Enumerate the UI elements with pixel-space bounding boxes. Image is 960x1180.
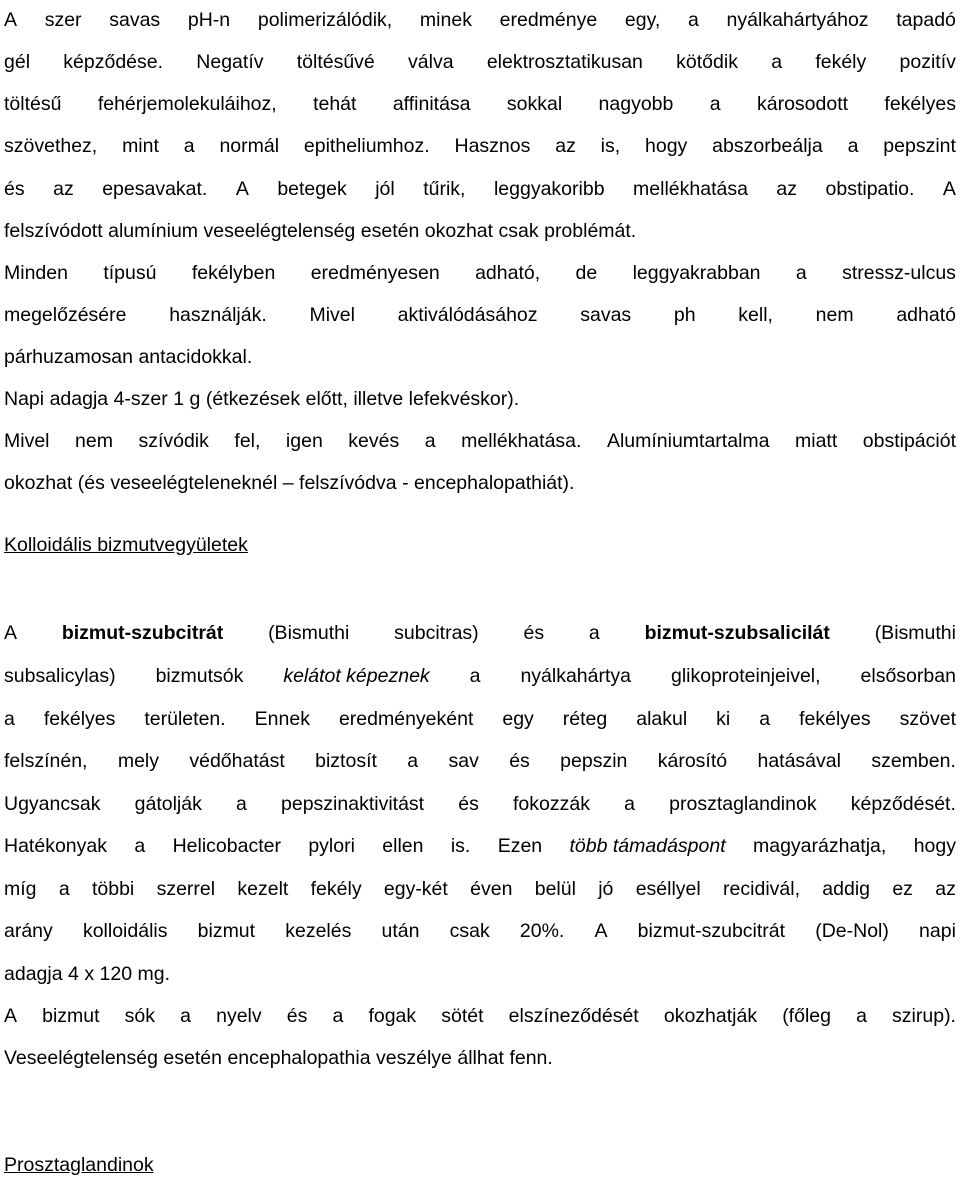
word: elszíneződését bbox=[508, 1005, 639, 1027]
word: tűrik, bbox=[423, 178, 466, 200]
word: az bbox=[935, 878, 956, 900]
word: A bbox=[235, 178, 249, 200]
word: stressz-ulcus bbox=[842, 262, 956, 284]
word: leggyakrabban bbox=[632, 262, 761, 284]
word: adható, bbox=[475, 262, 541, 284]
word: károsodott bbox=[756, 93, 849, 115]
word: epitheliumhoz. bbox=[303, 135, 430, 157]
word: pylori bbox=[308, 835, 355, 857]
word: eredményeként bbox=[338, 708, 474, 730]
word: fekélyben bbox=[191, 262, 276, 284]
word: Hatékonyak bbox=[4, 835, 107, 857]
word: területen. bbox=[144, 708, 226, 730]
word: elsősorban bbox=[860, 665, 956, 687]
word: bizmutsók bbox=[155, 665, 244, 687]
word: töltésűvé bbox=[296, 51, 375, 73]
word: a bbox=[771, 51, 783, 73]
word: (De-Nol) bbox=[815, 920, 889, 942]
word: affinitása bbox=[392, 93, 471, 115]
word: Negatív bbox=[196, 51, 264, 73]
word: hogy bbox=[913, 835, 956, 857]
word: magyarázhatja, bbox=[753, 835, 887, 857]
word: recidivál, bbox=[723, 878, 800, 900]
text-line bbox=[4, 89, 956, 119]
word: Ugyancsak bbox=[4, 793, 101, 815]
text-span: (Bismuthi bbox=[874, 622, 956, 644]
word: encephalopathia bbox=[227, 1047, 371, 1069]
word: jól bbox=[375, 178, 395, 200]
word: lefekvéskor). bbox=[408, 388, 520, 410]
word: savas bbox=[109, 9, 161, 31]
text-line bbox=[4, 704, 956, 734]
word: használják. bbox=[169, 304, 267, 326]
word: subsalicylas) bbox=[4, 665, 116, 687]
text-span: A bbox=[4, 622, 18, 644]
word: és bbox=[4, 178, 25, 200]
word: és bbox=[523, 622, 545, 644]
word: károsító bbox=[657, 750, 728, 772]
word: kell, bbox=[738, 304, 773, 326]
word: csak bbox=[449, 920, 490, 942]
word: a bbox=[856, 1005, 867, 1027]
word: pepszinaktivitást bbox=[281, 793, 425, 815]
word: sók bbox=[124, 1005, 156, 1027]
word: okozhat bbox=[4, 472, 73, 494]
word: veseelégtelenség bbox=[203, 220, 356, 242]
text-line bbox=[4, 661, 956, 691]
word: belül bbox=[534, 878, 576, 900]
word: antacidokkal. bbox=[138, 346, 253, 368]
word: nem bbox=[815, 304, 854, 326]
word: eredménye bbox=[499, 9, 598, 31]
word: mellékhatása. bbox=[461, 430, 582, 452]
word: mellékhatása bbox=[633, 178, 748, 200]
emphasis-italic: több támadáspont bbox=[569, 835, 726, 857]
word: pepszin bbox=[560, 750, 628, 772]
word: eredményesen bbox=[310, 262, 440, 284]
word: és bbox=[286, 1005, 308, 1027]
word: kevés bbox=[348, 430, 400, 452]
word: mely bbox=[117, 750, 159, 772]
word: kolloidális bbox=[82, 920, 168, 942]
word: fehérjemolekuláihoz, bbox=[97, 93, 277, 115]
word: az bbox=[776, 178, 798, 200]
word: szívódik bbox=[138, 430, 209, 452]
word: a bbox=[624, 793, 635, 815]
word: tehát bbox=[313, 93, 357, 115]
word: szövet bbox=[899, 708, 956, 730]
text-line bbox=[4, 789, 956, 819]
word: a bbox=[759, 708, 771, 730]
word: fekélyes bbox=[884, 93, 956, 115]
text-line bbox=[4, 874, 956, 904]
word: (főleg bbox=[782, 1005, 831, 1027]
word: és bbox=[509, 750, 530, 772]
word: - bbox=[402, 472, 409, 494]
word: obstipációt bbox=[862, 430, 956, 452]
word: a bbox=[180, 1005, 191, 1027]
word: fekélyes bbox=[43, 708, 116, 730]
word: miatt bbox=[795, 430, 838, 452]
text-line bbox=[4, 468, 956, 498]
word: bizmut-szubcitrát bbox=[637, 920, 786, 942]
word: képződését. bbox=[850, 793, 956, 815]
word: A bbox=[942, 178, 956, 200]
word: tapadó bbox=[896, 9, 956, 31]
word: A bbox=[4, 9, 18, 31]
word: töltésű bbox=[4, 93, 62, 115]
word: Helicobacter bbox=[172, 835, 281, 857]
word: hatásával bbox=[757, 750, 841, 772]
word: encephalopathiát). bbox=[414, 472, 575, 494]
word: mg. bbox=[137, 963, 171, 985]
word: fokozzák bbox=[513, 793, 590, 815]
word: Ezen bbox=[497, 835, 543, 857]
word: (étkezések bbox=[205, 388, 301, 410]
word: polimerizálódik, bbox=[257, 9, 393, 31]
word: subcitras) bbox=[394, 622, 479, 644]
text-line bbox=[4, 258, 956, 288]
text-line bbox=[4, 174, 956, 204]
word: jó bbox=[598, 878, 614, 900]
word: a bbox=[424, 430, 436, 452]
word: A bbox=[594, 920, 608, 942]
word: szerrel bbox=[156, 878, 216, 900]
word: többi bbox=[91, 878, 135, 900]
text-line bbox=[4, 746, 956, 776]
word: Veseelégtelenség bbox=[4, 1047, 158, 1069]
word: a bbox=[407, 750, 419, 772]
emphasis-italic: kelátot képeznek bbox=[283, 665, 430, 687]
word: nyálkahártya bbox=[520, 665, 632, 687]
text-line bbox=[4, 916, 956, 946]
word: előtt, bbox=[305, 388, 348, 410]
word: szer bbox=[44, 9, 82, 31]
drug-name-bold: bizmut-szubsalicilát bbox=[644, 622, 830, 644]
word: a bbox=[332, 1005, 344, 1027]
word: a bbox=[183, 135, 195, 157]
word: egy, bbox=[624, 9, 661, 31]
word: csak bbox=[498, 220, 539, 242]
word: sötét bbox=[441, 1005, 484, 1027]
word: hogy bbox=[645, 135, 688, 157]
word: egy-két bbox=[383, 878, 448, 900]
word: leggyakoribb bbox=[493, 178, 605, 200]
word: felszívódott bbox=[4, 220, 103, 242]
word: (Bismuthi bbox=[268, 622, 350, 644]
word: savas bbox=[580, 304, 632, 326]
word: fogak bbox=[368, 1005, 417, 1027]
word: 1 bbox=[173, 388, 185, 410]
word: kötődik bbox=[676, 51, 738, 73]
word: elektrosztatikusan bbox=[486, 51, 643, 73]
word: felszínén, bbox=[4, 750, 88, 772]
section-heading: Prosztaglandinok bbox=[4, 1154, 154, 1176]
word: a bbox=[847, 135, 859, 157]
word: Mivel bbox=[309, 304, 355, 326]
word: fekély bbox=[310, 878, 362, 900]
text-line bbox=[4, 384, 956, 414]
word: problémát. bbox=[544, 220, 637, 242]
word: arány bbox=[4, 920, 53, 942]
word: napi bbox=[919, 920, 956, 942]
word: a bbox=[4, 708, 15, 730]
word: 120 bbox=[99, 963, 133, 985]
word: válva bbox=[408, 51, 454, 73]
word: egy bbox=[502, 708, 534, 730]
word: gél bbox=[4, 51, 31, 73]
word: addig bbox=[822, 878, 871, 900]
word: után bbox=[381, 920, 420, 942]
text-line bbox=[4, 216, 956, 246]
word: a bbox=[795, 262, 807, 284]
word: a bbox=[709, 93, 721, 115]
word: adagja bbox=[49, 388, 109, 410]
word: bizmut bbox=[42, 1005, 100, 1027]
word: adagja bbox=[4, 963, 63, 985]
word: és bbox=[458, 793, 479, 815]
word: obstipatio. bbox=[825, 178, 915, 200]
word: veszélye bbox=[376, 1047, 452, 1069]
word: ellen bbox=[382, 835, 424, 857]
word: védőhatást bbox=[189, 750, 285, 772]
word: Ennek bbox=[254, 708, 310, 730]
word: betegek bbox=[277, 178, 347, 200]
word: alumínium bbox=[108, 220, 199, 242]
word: az bbox=[555, 135, 576, 157]
word: míg bbox=[4, 878, 37, 900]
drug-name-bold: bizmut-szubcitrát bbox=[61, 622, 224, 644]
word: kezelt bbox=[237, 878, 289, 900]
word: fekélyes bbox=[799, 708, 871, 730]
text-line bbox=[4, 5, 956, 35]
text-line bbox=[4, 831, 956, 861]
word: a bbox=[236, 793, 247, 815]
text-line bbox=[4, 426, 956, 456]
word: bizmut bbox=[197, 920, 256, 942]
word: szemben. bbox=[871, 750, 956, 772]
word: párhuzamosan bbox=[4, 346, 133, 368]
word: állhat bbox=[457, 1047, 504, 1069]
word: aktiválódásához bbox=[397, 304, 538, 326]
word: Napi bbox=[4, 388, 45, 410]
word: alakul bbox=[636, 708, 688, 730]
word: Alumíniumtartalma bbox=[606, 430, 770, 452]
word: éven bbox=[470, 878, 513, 900]
word: adható bbox=[896, 304, 956, 326]
word: pozitív bbox=[899, 51, 956, 73]
word: a bbox=[58, 878, 70, 900]
word: a bbox=[134, 835, 146, 857]
text-line bbox=[4, 47, 956, 77]
word: eséllyel bbox=[635, 878, 701, 900]
word: is, bbox=[600, 135, 621, 157]
word: pepszint bbox=[883, 135, 956, 157]
word: minek bbox=[419, 9, 472, 31]
word: Mivel bbox=[4, 430, 50, 452]
word: esetén bbox=[163, 1047, 222, 1069]
word: a bbox=[688, 9, 699, 31]
word: réteg bbox=[562, 708, 608, 730]
word: nem bbox=[75, 430, 113, 452]
word: pH-n bbox=[187, 9, 231, 31]
word: szirup). bbox=[892, 1005, 956, 1027]
word: esetén bbox=[360, 220, 420, 242]
word: Minden bbox=[4, 262, 68, 284]
word: g bbox=[189, 388, 201, 410]
section-heading: Kolloidális bizmutvegyületek bbox=[4, 534, 248, 556]
word: abszorbeálja bbox=[712, 135, 823, 157]
word: A bbox=[4, 1005, 18, 1027]
text-line bbox=[4, 342, 956, 372]
word: 20%. bbox=[519, 920, 565, 942]
word: nyelv bbox=[216, 1005, 262, 1027]
word: kezelés bbox=[285, 920, 352, 942]
word: ez bbox=[892, 878, 913, 900]
word: fekély bbox=[815, 51, 867, 73]
text-line bbox=[4, 1001, 956, 1031]
word: glikoproteinjeivel, bbox=[670, 665, 821, 687]
word: Hasznos bbox=[454, 135, 531, 157]
word: ph bbox=[673, 304, 696, 326]
word: nagyobb bbox=[598, 93, 674, 115]
text-line bbox=[4, 959, 956, 989]
word: megelőzésére bbox=[4, 304, 127, 326]
word: normál bbox=[219, 135, 280, 157]
word: sokkal bbox=[506, 93, 563, 115]
word: de bbox=[575, 262, 598, 284]
word: x bbox=[84, 963, 95, 985]
word: prosztaglandinok bbox=[669, 793, 817, 815]
word: ki bbox=[716, 708, 731, 730]
word: – bbox=[282, 472, 294, 494]
word: okozhatják bbox=[663, 1005, 758, 1027]
word: fenn. bbox=[509, 1047, 553, 1069]
word: képződése. bbox=[63, 51, 164, 73]
word: gátolják bbox=[134, 793, 202, 815]
word: szövethez, bbox=[4, 135, 98, 157]
text-line bbox=[4, 1043, 956, 1073]
word: nyálkahártyához bbox=[726, 9, 869, 31]
word: fel, bbox=[234, 430, 261, 452]
word: a bbox=[469, 665, 481, 687]
word: (és bbox=[77, 472, 105, 494]
text-line bbox=[4, 131, 956, 161]
word: is. bbox=[450, 835, 471, 857]
text-line bbox=[4, 300, 956, 330]
word: igen bbox=[285, 430, 323, 452]
word: mint bbox=[122, 135, 159, 157]
word: a bbox=[588, 622, 600, 644]
word: felszívódva bbox=[299, 472, 397, 494]
word: epesavakat. bbox=[102, 178, 208, 200]
word: veseelégteleneknél bbox=[110, 472, 278, 494]
word: okozhat bbox=[424, 220, 494, 242]
word: típusú bbox=[103, 262, 157, 284]
word: sav bbox=[448, 750, 479, 772]
word: biztosít bbox=[315, 750, 377, 772]
text-line bbox=[4, 618, 956, 648]
word: 4-szer bbox=[113, 388, 168, 410]
word: illetve bbox=[353, 388, 404, 410]
word: az bbox=[53, 178, 74, 200]
word: 4 bbox=[68, 963, 79, 985]
